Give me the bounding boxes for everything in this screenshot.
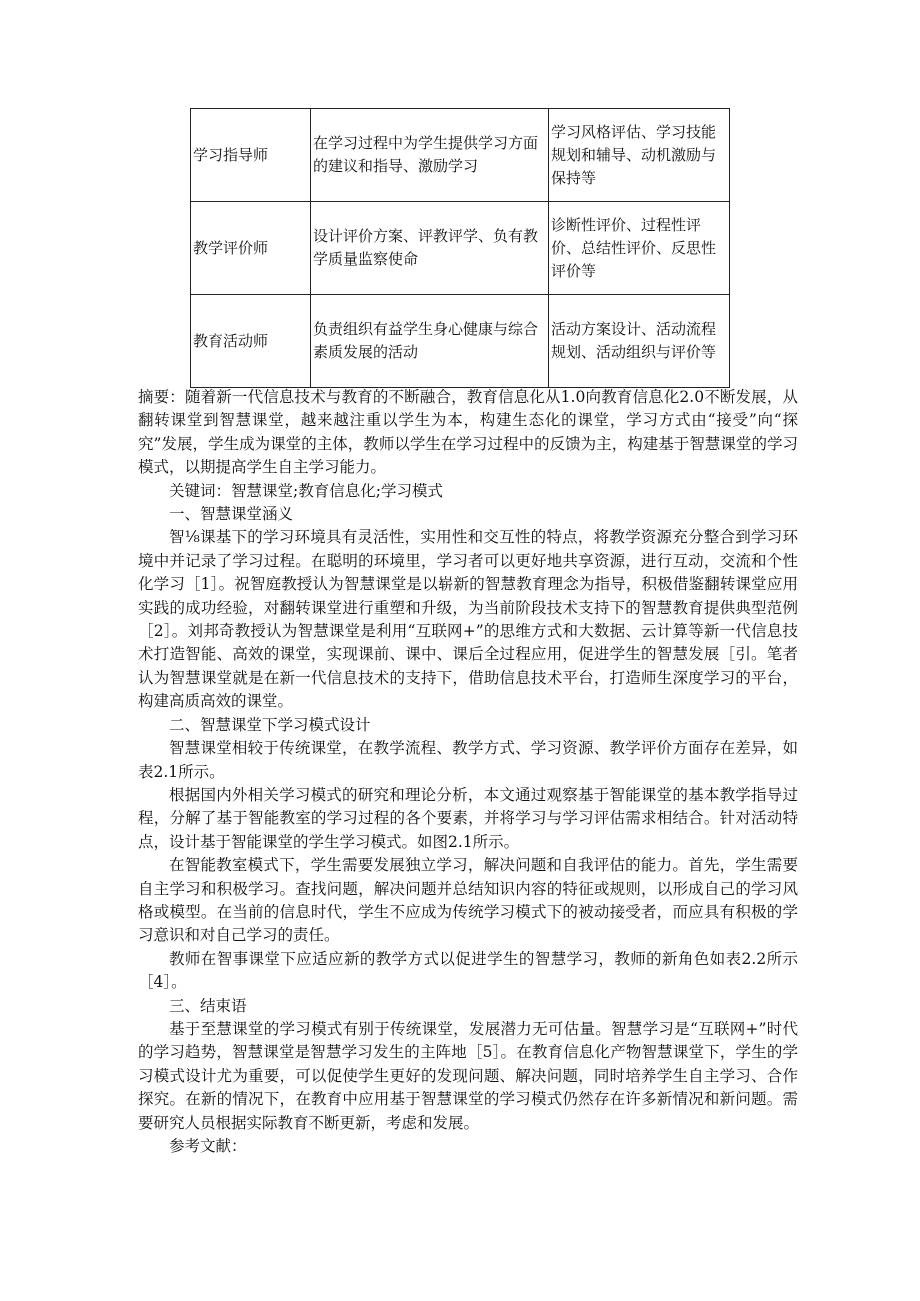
table-cell-content: 活动方案设计、活动流程规划、活动组织与评价等	[549, 295, 730, 388]
table-cell-duty: 在学习过程中为学生提供学习方面的建议和指导、激励学习	[311, 109, 549, 202]
table-cell-role: 教育活动师	[191, 295, 311, 388]
paragraph: 根据国内外相关学习模式的研究和理论分析，本文通过观察基于智能课堂的基本教学指导过程，分解了基于智能教室的学习过程的各个要素，并将学习与学习评估需求相结合。针对活动特点，设计基于智能课堂的学生学习模式。如图2.1所示。	[138, 785, 798, 851]
body-text	[138, 386, 798, 1158]
table-row	[191, 109, 730, 202]
section-heading: 三、结束语	[169, 996, 247, 1015]
paragraph: 在智能教室模式下，学生需要发展独立学习，解决问题和自我评估的能力。首先，学生需要自主学习和积极学习。查找问题，解决问题并总结知识内容的特征或规则，以形成自己的学习风格或模型。在当前的信息时代，学生不应成为传统学习模式下的被动接受者，而应具有积极的学习意识和对自己学习的责任。	[138, 856, 798, 945]
paragraph: 智慧课堂相较于传统课堂，在教学流程、教学方式、学习资源、教学评价方面存在差异，如表2.1所示。	[138, 739, 798, 781]
teacher-roles-table	[190, 108, 730, 388]
section-heading: 一、智慧课堂涵义	[169, 505, 294, 524]
paragraph: 基于至慧课堂的学习模式有别于传统课堂，发展潜力无可估量。智慧学习是“互联网+”时代的学习趋势，智慧课堂是智慧学习发生的主阵地［5］。在教育信息化产物智慧课堂下，学生的学习模式设计尤为重要，可以促使学生更好的发现问题、解决问题，同时培养学生自主学习、合作探究。在新的情况下，在教育中应用基于智慧课堂的学习模式仍然存在许多新情况和新问题。需要研究人员根据实际教育不断更新，考虑和发展。	[138, 1019, 798, 1132]
table-cell-duty: 负责组织有益学生身心健康与综合素质发展的活动	[311, 295, 549, 388]
paragraph: 智⅛课基下的学习环境具有灵活性，实用性和交互性的特点，将教学资源充分整合到学习环境中并记录了学习过程。在聪明的环境里，学习者可以更好地共享资源，进行互动，交流和个性化学习［1］。祝智庭教授认为智慧课堂是以崭新的智慧教育理念为指导，积极借鉴翻转课堂应用实践的成功经验，对翻转课堂进行重塑和升级，为当前阶段技术支持下的智慧教育提供典型范例［2］。刘邦奇教授认为智慧课堂是利用“互联网+”的思维方式和大数据、云计算等新一代信息技术打造智能、高效的课堂，实现课前、课中、课后全过程应用，促进学生的智慧发展［引。笔者认为智慧课堂就是在新一代信息技术的支持下，借助信息技术平台，打造师生深度学习的平台，构建高质高效的课堂。	[138, 528, 798, 711]
table-cell-role: 学习指导师	[191, 109, 311, 202]
keywords: 关键词：智慧课堂;教育信息化;学习模式	[169, 481, 443, 500]
paragraph: 教师在智事课堂下应适应新的教学方式以促进学生的智慧学习，教师的新角色如表2.2所示［4］。	[138, 949, 798, 992]
table-row	[191, 295, 730, 388]
table-row	[191, 202, 730, 295]
table-cell-content: 诊断性评价、过程性评价、总结性评价、反思性评价等	[549, 202, 730, 295]
references-label: 参考文献：	[169, 1137, 247, 1155]
table-cell-content: 学习风格评估、学习技能规划和辅导、动机激励与保持等	[549, 109, 730, 202]
abstract: 摘要：随着新一代信息技术与教育的不断融合，教育信息化从1.0向教育信息化2.0不断发展，从翻转课堂到智慧课堂，越来越注重以学生为本，构建生态化的课堂，学习方式由“接受”向“探究”发展，学生成为课堂的主体，教师以学生在学习过程中的反馈为主，构建基于智慧课堂的学习模式，以期提高学生自主学习能力。	[138, 388, 798, 477]
table-cell-role: 教学评价师	[191, 202, 311, 295]
table-cell-duty: 设计评价方案、评教评学、负有教学质量监察使命	[311, 202, 549, 295]
section-heading: 二、智慧课堂下学习模式设计	[169, 715, 371, 734]
